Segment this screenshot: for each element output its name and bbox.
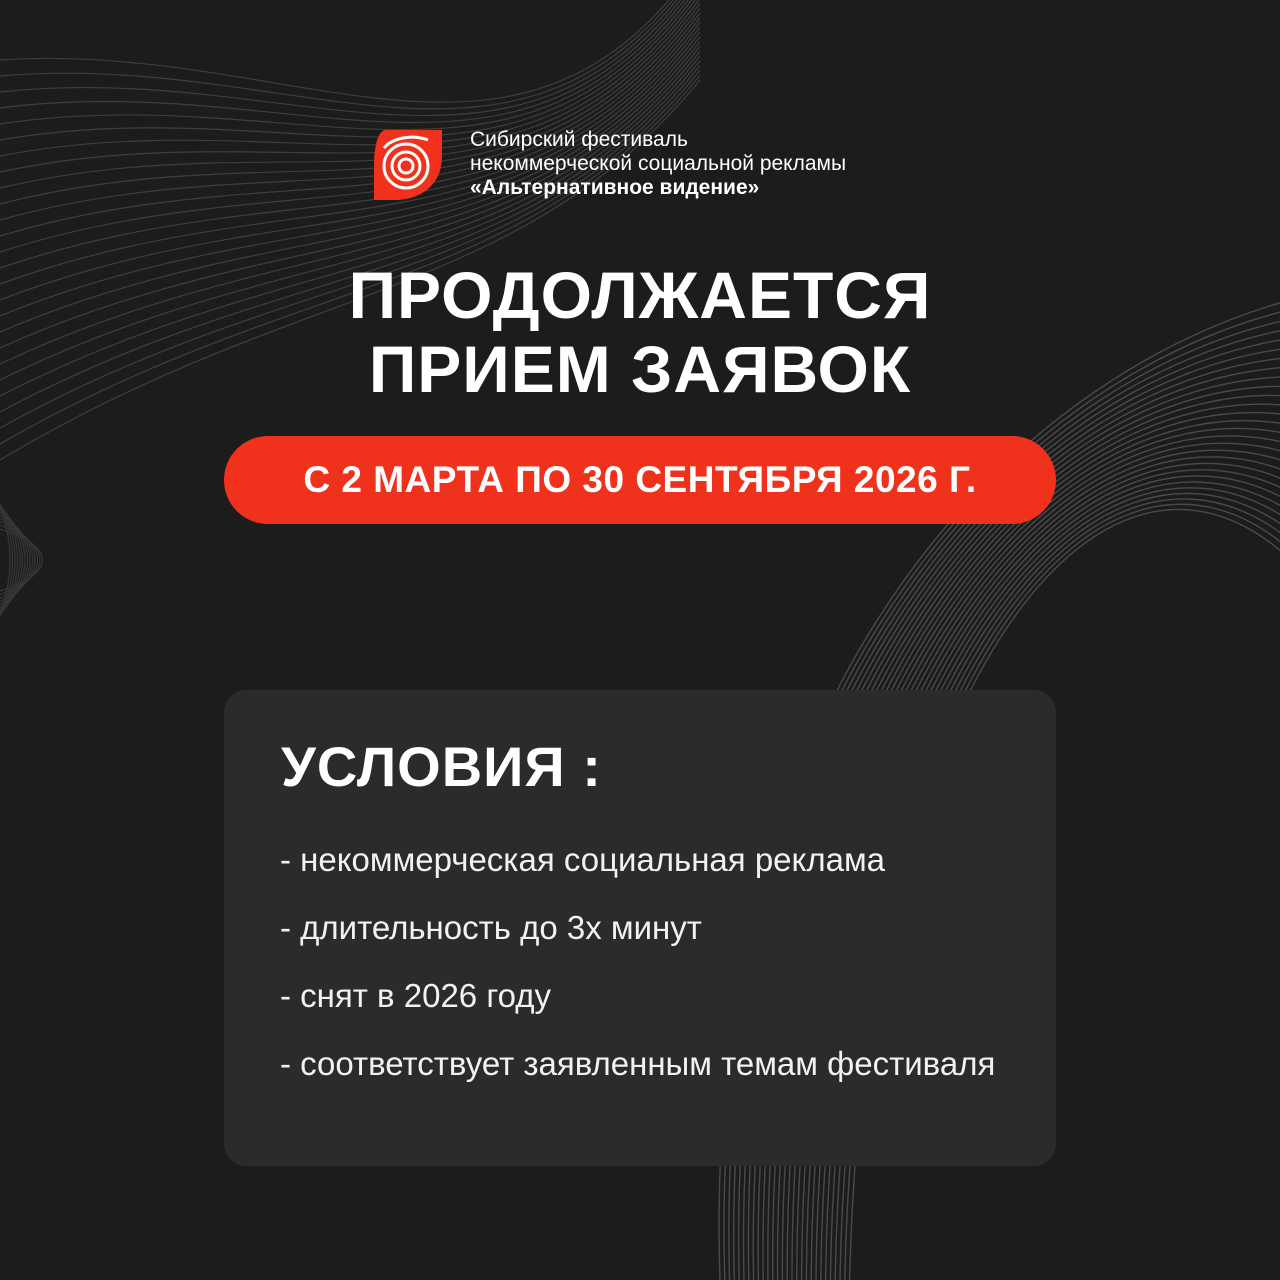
conditions-item: - длительность до 3х минут [280,909,702,946]
background-ellipse [0,518,43,602]
headline-line2: ПРИЕМ ЗАЯВОК [368,332,912,406]
festival-name-line2: некоммерческой социальной рекламы [470,152,847,175]
festival-logo [372,126,846,202]
festival-name [470,128,846,200]
festival-name-line1: Сибирский фестиваль [470,128,688,151]
background-curve [0,0,700,109]
background-ellipse [0,440,10,680]
conditions-list [280,836,1020,1108]
headline-line1: ПРОДОЛЖАЕТСЯ [348,258,932,332]
conditions-item: - некоммерческая социальная реклама [280,841,885,878]
background-curve [0,0,700,123]
background-ellipse [0,446,13,674]
festival-name-line3: «Альтернативное видение» [470,176,760,199]
background-curve [0,0,700,116]
conditions-title: УСЛОВИЯ : [281,735,602,798]
festival-logo-icon [372,126,444,202]
background-ellipse [0,470,23,650]
dates-badge [224,436,1056,524]
background-ellipse [0,506,38,614]
conditions-card [224,690,1056,1166]
background-ellipse [0,482,28,638]
conditions-item: - соответствует заявленным темам фестиваля [280,1045,996,1082]
headline [0,258,1280,406]
dates-text: С 2 МАРТА ПО 30 СЕНТЯБРЯ 2026 Г. [303,459,977,500]
conditions-item: - снят в 2026 году [280,977,552,1014]
